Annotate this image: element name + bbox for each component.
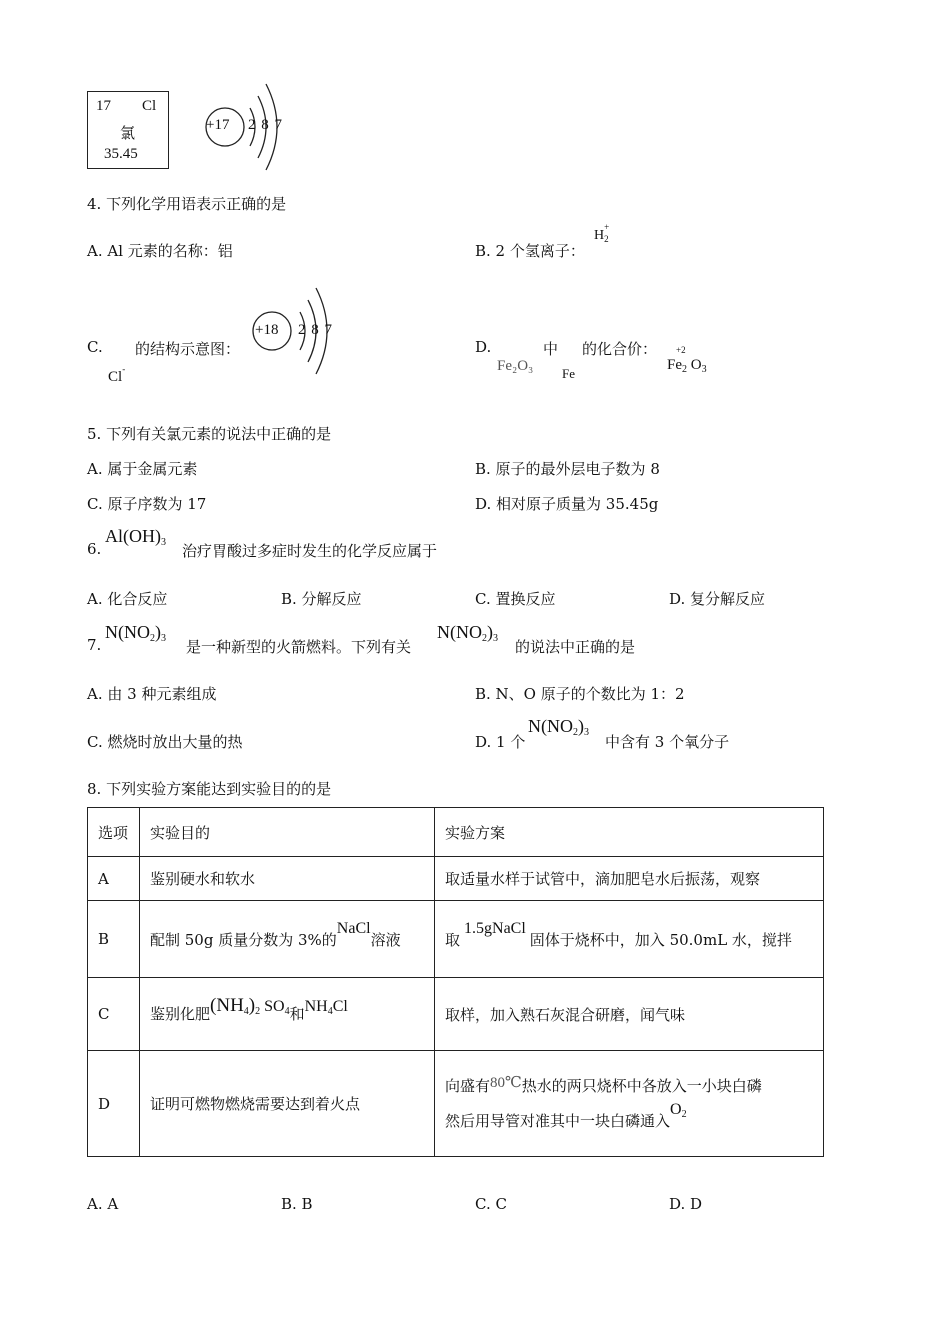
header-plan: 实验方案 [435, 808, 824, 857]
row-goal: 证明可燃物燃烧需要达到着火点 [140, 1051, 435, 1157]
q7-number: 7. [87, 636, 102, 654]
q4-b-formula: H + 2 [594, 222, 610, 244]
q7-formula-1: $N(NO_2)_3$ [105, 622, 166, 644]
header-goal: 实验目的 [140, 808, 435, 857]
atomic-number: 17 [96, 98, 111, 114]
row-plan: 取样，加入熟石灰混合研磨，闻气味 [435, 978, 824, 1051]
table-header-row [88, 808, 824, 857]
q4-d-compound: Fe₂O₃ [497, 358, 534, 374]
q7-option-c: C. 燃烧时放出大量的热 [87, 733, 243, 751]
q4-d-fe: Fe [562, 366, 575, 381]
q8-option-d: D. D [669, 1195, 703, 1213]
q7-formula-3: $N(NO_2)_3$ [528, 716, 589, 738]
row-goal: 鉴别化肥$(NH_4)_2$ $SO_4$和$NH_4Cl$ [140, 978, 435, 1051]
row-plan: 向盛有80℃热水的两只烧杯中各放入一小块白磷 然后用导管对准其中一块白磷通入$O_2$ [435, 1051, 824, 1157]
q4-stem: 4. 下列化学用语表示正确的是 [87, 195, 287, 213]
element-card [87, 91, 169, 169]
q5-option-a: A. 属于金属元素 [87, 460, 198, 478]
q4-c-nucleus: +18 [255, 322, 279, 338]
element-name: 氯 [120, 124, 136, 142]
q8-stem: 8. 下列实验方案能达到实验目的的是 [87, 780, 332, 798]
q8-option-b: B. B [281, 1195, 313, 1213]
header-option: 选项 [88, 808, 140, 857]
q7-option-a: A. 由 3 种元素组成 [87, 685, 217, 703]
q7-stem-1: 是一种新型的火箭燃料。下列有关 [186, 638, 412, 656]
row-option: C [88, 978, 140, 1051]
q6-option-a: A. 化合反应 [87, 590, 168, 608]
q6-option-c: C. 置换反应 [475, 590, 556, 608]
q7-formula-2: $N(NO_2)_3$ [437, 622, 498, 644]
table-row [88, 857, 824, 901]
q4-c-ion: Cl- [108, 364, 126, 385]
row-option: D [88, 1051, 140, 1157]
q4-c-shells: 2 8 7 [298, 322, 332, 338]
q6-stem: 治疗胃酸过多症时发生的化学反应属于 [182, 542, 438, 560]
table-row [88, 978, 824, 1051]
q7-option-d-pre: D. 1 个 [475, 733, 526, 751]
table-row [88, 1051, 824, 1157]
cl-shells: 2 8 7 [248, 117, 282, 133]
q6-option-d: D. 复分解反应 [669, 590, 766, 608]
atomic-mass: 35.45 [104, 146, 138, 162]
row-option: B [88, 901, 140, 978]
q7-option-b: B. N、O 原子的个数比为 1：2 [475, 685, 685, 703]
q4-option-d-prefix: D. [475, 338, 492, 356]
row-goal: 鉴别硬水和软水 [140, 857, 435, 901]
q6-formula: $Al(OH)_3$ [105, 526, 166, 548]
q5-stem: 5. 下列有关氯元素的说法中正确的是 [87, 425, 332, 443]
q4-option-c-text: 的结构示意图： [135, 340, 241, 358]
table-row [88, 901, 824, 978]
q6-number: 6. [87, 540, 102, 558]
q4-d-text: 的化合价： [582, 340, 658, 358]
row-goal: 配制 50g 质量分数为 3%的NaCl溶液 [140, 901, 435, 978]
q4-option-b: B. 2 个氢离子： [475, 242, 585, 260]
q4-d-mid: 中 [543, 340, 559, 358]
q6-option-b: B. 分解反应 [281, 590, 362, 608]
q5-option-b: B. 原子的最外层电子数为 8 [475, 460, 660, 478]
q8-table [87, 807, 824, 1157]
q8-option-c: C. C [475, 1195, 507, 1213]
row-plan: 取1.5gNaCl固体于烧杯中，加入 50.0mL 水，搅拌 [435, 901, 824, 978]
row-plan: 取适量水样于试管中，滴加肥皂水后振荡，观察 [435, 857, 824, 901]
cl-nucleus: +17 [206, 117, 230, 133]
q7-option-d-post: 中含有 3 个氧分子 [605, 733, 730, 751]
q4-option-c-prefix: C. [87, 338, 103, 356]
q8-option-a: A. A [87, 1195, 119, 1213]
q4-d-valence: +2 [676, 345, 686, 355]
element-symbol: Cl [142, 98, 157, 114]
q4-option-a: A. Al 元素的名称：铝 [87, 242, 233, 260]
q5-option-c: C. 原子序数为 17 [87, 495, 207, 513]
q4-d-formula: $Fe_2$ $O_3$ [667, 357, 707, 375]
row-option: A [88, 857, 140, 901]
q5-option-d: D. 相对原子质量为 35.45g [475, 495, 659, 513]
q7-stem-2: 的说法中正确的是 [515, 638, 636, 656]
